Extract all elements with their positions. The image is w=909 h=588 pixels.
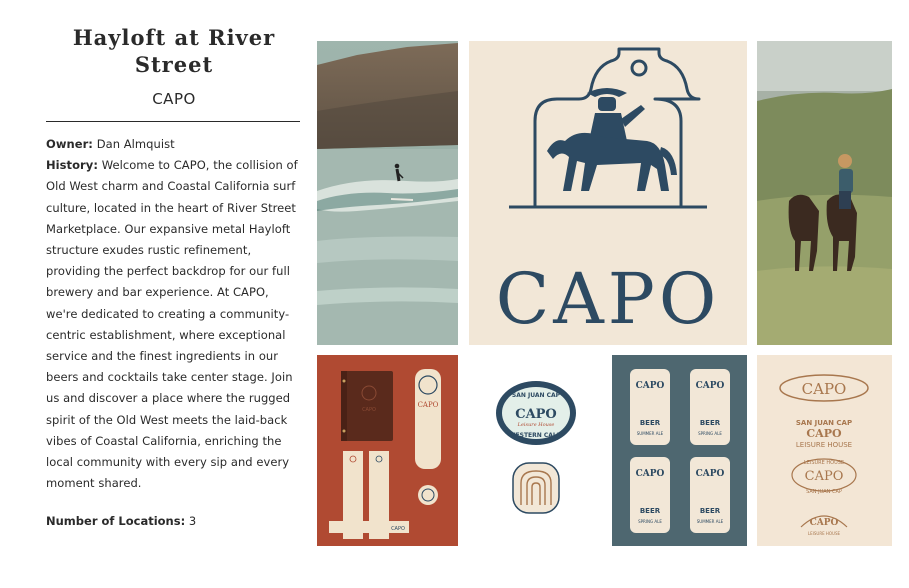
svg-text:BEER: BEER	[639, 507, 661, 515]
beer-cans-panel	[612, 355, 747, 546]
owner-value: Dan Almquist	[96, 137, 175, 151]
badge-top-text: SAN JUAN CAP	[511, 392, 561, 399]
project-title: Hayloft at River Street	[72, 25, 276, 77]
type-arc: CAPO	[809, 518, 839, 528]
locations-label: Number of Locations:	[46, 514, 186, 529]
business-card-text: CAPO	[391, 526, 405, 532]
svg-text:BEER: BEER	[699, 419, 721, 427]
type-oval-mid: CAPO	[804, 469, 844, 484]
svg-text:CAPO: CAPO	[635, 469, 665, 479]
svg-text:BEER: BEER	[639, 419, 661, 427]
logo-wordmark: CAPO	[495, 258, 721, 340]
svg-text:CAPO: CAPO	[695, 381, 725, 391]
badge-bottom-text: WESTERN CALIF	[508, 432, 564, 439]
surf-photo	[317, 41, 458, 345]
project-description	[46, 134, 302, 494]
can-3	[630, 457, 670, 533]
type-oval-bottom: SAN JUAN CAP	[806, 489, 842, 495]
type-line-1: SAN JUAN CAP	[795, 419, 853, 427]
brand-name: CAPO	[152, 90, 196, 108]
type-oval-top: LEISURE HOUSE	[803, 460, 845, 466]
svg-text:SPRING ALE: SPRING ALE	[698, 431, 722, 436]
type-line-3: LEISURE HOUSE	[795, 441, 853, 449]
badge-center-text: CAPO	[515, 407, 557, 422]
typography-panel	[757, 355, 892, 546]
svg-text:SPRING ALE: SPRING ALE	[638, 519, 662, 524]
can-2	[690, 369, 730, 445]
svg-text:BEER: BEER	[699, 507, 721, 515]
type-arc-sub: LEISURE HOUSE	[807, 531, 841, 536]
tap-handle-text: CAPO	[417, 401, 439, 409]
menu-collateral-panel	[317, 355, 458, 546]
project-info-panel	[46, 24, 302, 528]
svg-text:CAPO: CAPO	[635, 381, 665, 391]
horse-rider-photo	[757, 41, 892, 345]
locations-row	[46, 514, 302, 528]
history-label: History:	[46, 158, 98, 173]
svg-text:SUMMER ALE: SUMMER ALE	[696, 519, 724, 524]
can-4	[690, 457, 730, 533]
history-text: Welcome to CAPO, the collision of Old West charm and Coastal California surf culture, located in the heart of River Street Marketplace. Our expansive metal Hayloft structure exudes rustic refinement, providing the perfect backdrop for our full brewery and bar experience. At CAPO, we're dedicated to creating a community-centric establishment, where exceptional service and the finest ingredients in our beers and cocktails take center stage. Join us and discover a place where the rugged spirit of the Old West meets the laid-back vibes of Coastal California, enriching the local community with every sip and every moment shared.	[46, 158, 298, 491]
svg-text:SUMMER ALE: SUMMER ALE	[636, 431, 664, 436]
type-lockup-1: CAPO	[801, 380, 847, 398]
locations-value: 3	[188, 514, 197, 529]
owner-label: Owner:	[46, 137, 93, 151]
divider	[46, 121, 300, 122]
badge-sub-text: Leisure House	[517, 422, 555, 428]
badge-panel	[469, 355, 603, 546]
main-logo-panel	[469, 41, 747, 345]
type-line-2: CAPO	[806, 427, 842, 440]
menu-stamp: CAPO	[362, 407, 376, 413]
can-1	[630, 369, 670, 445]
svg-text:CAPO: CAPO	[695, 469, 725, 479]
